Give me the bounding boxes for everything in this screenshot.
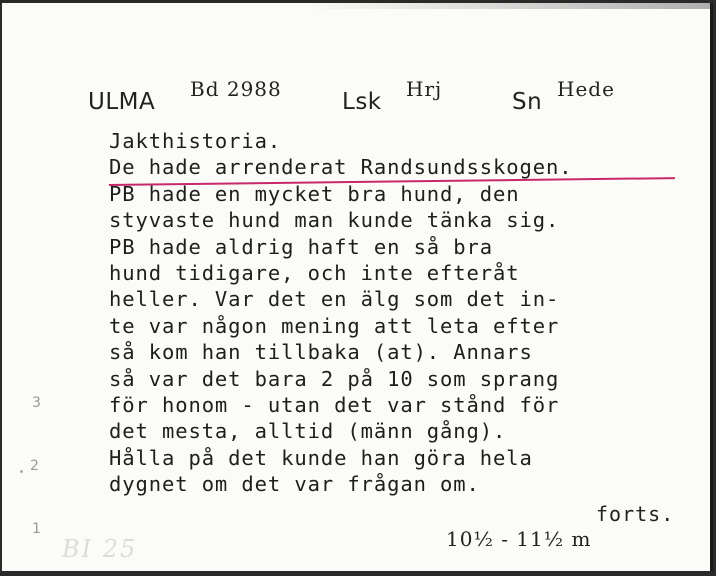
archive-value: Bd 2988 [190, 77, 282, 101]
archive-label: ULMA [88, 89, 156, 115]
page-range: 10½ - 11½ m [446, 527, 592, 551]
text-line: De hade arrenderat Randsundsskogen. [109, 155, 573, 180]
text-line: PB hade aldrig haft en så bra [109, 234, 494, 259]
text-line: så var det bara 2 på 10 som sprang [109, 366, 560, 391]
text-line: dygnet om det var frågan om. [109, 472, 480, 497]
margin-number-3: 3 [32, 395, 41, 411]
text-line: heller. Var det en älg som det in- [109, 287, 560, 312]
margin-number-1: 1 [32, 521, 41, 537]
faint-pencil-note: BI 25 [62, 535, 138, 563]
text-line: styvaste hund man kunde tänka sig. [109, 208, 560, 233]
text-line: Jakthistoria. [109, 129, 282, 153]
card-body-text [109, 128, 689, 497]
socken-value: Hede [557, 77, 615, 101]
card-header [2, 3, 710, 123]
index-card [2, 3, 713, 571]
continued-marker: forts. [596, 502, 675, 526]
margin-dot [20, 470, 23, 473]
text-line: hund tidigare, och inte efteråt [109, 260, 520, 285]
landskap-value: Hrj [406, 77, 443, 101]
text-line: det mesta, alltid (männ gång). [109, 419, 507, 444]
text-line: Hålla på det kunde han göra hela [109, 445, 533, 470]
text-line: te var någon mening att leta efter [109, 313, 560, 338]
text-line: för honom - utan det var stånd för [109, 392, 560, 417]
landskap-label: Lsk [342, 89, 382, 115]
text-line: PB hade en mycket bra hund, den [109, 181, 520, 206]
socken-label: Sn [512, 89, 543, 115]
text-line: så kom han tillbaka (at). Annars [109, 340, 533, 365]
margin-number-2: 2 [30, 458, 39, 474]
